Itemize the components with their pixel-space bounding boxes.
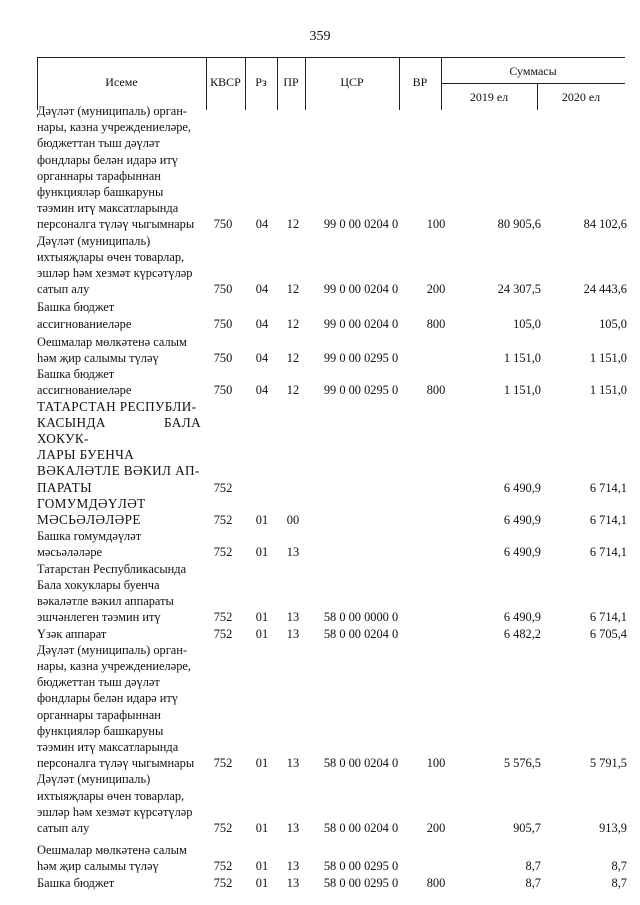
row-name-line: мәсьәләләре xyxy=(37,545,103,560)
row-amount-2019: 6 482,2 xyxy=(503,626,541,641)
row-csr: 99 0 00 0204 0 xyxy=(323,316,399,331)
row-name-line: Башка бюджет xyxy=(37,300,115,315)
row-pr: 00 xyxy=(286,513,300,528)
row-pr: 12 xyxy=(286,383,300,398)
row-rz: 04 xyxy=(255,383,269,398)
row-name-line: ТАТАРСТАН РЕСПУБЛИ- xyxy=(37,398,197,414)
row-kvsr: 750 xyxy=(213,351,233,366)
row-amount-2020: 1 151,0 xyxy=(589,383,627,398)
row-rz: 04 xyxy=(255,282,269,297)
row-name-line: Дәүләт (муниципаль) орган- xyxy=(37,642,188,657)
row-name-line: МӘСЬӘЛӘЛӘРЕ xyxy=(37,512,141,528)
row-pr: 12 xyxy=(286,316,300,331)
row-rz: 04 xyxy=(255,316,269,331)
row-rz: 01 xyxy=(255,513,269,528)
row-name-line: функцияләр башкаруны xyxy=(37,723,164,738)
header-kvsr: КВСР xyxy=(210,75,241,89)
row-amount-2020: 6 714,1 xyxy=(589,545,627,560)
row-kvsr: 750 xyxy=(213,282,233,297)
row-name-line: ассигнованиеләре xyxy=(37,383,132,398)
row-amount-2019: 6 490,9 xyxy=(503,480,541,495)
header-vr: ВР xyxy=(412,75,428,89)
row-amount-2020: 84 102,6 xyxy=(583,217,627,232)
row-csr: 58 0 00 0204 0 xyxy=(323,626,399,641)
row-amount-2020: 1 151,0 xyxy=(589,351,627,366)
row-pr: 13 xyxy=(286,756,300,771)
row-kvsr: 752 xyxy=(213,480,233,495)
row-name xyxy=(37,642,201,772)
row-amount-2019: 105,0 xyxy=(513,316,541,331)
row-amount-2020: 24 443,6 xyxy=(583,282,627,297)
row-rz: 04 xyxy=(255,217,269,232)
table-row xyxy=(37,233,627,298)
row-amount-2019: 6 490,9 xyxy=(503,513,541,528)
row-name-line: Башка бюджет xyxy=(37,875,115,890)
row-pr: 13 xyxy=(286,626,300,641)
row-name-line: органнары тарафыннан xyxy=(37,168,161,183)
row-amount-2020: 5 791,5 xyxy=(589,756,627,771)
table-row xyxy=(37,875,627,891)
row-name-line: фондлары белән идарә итү xyxy=(37,152,178,167)
header-csr: ЦСР xyxy=(340,75,364,89)
row-pr: 13 xyxy=(286,859,300,874)
row-amount-2020: 6 714,1 xyxy=(589,610,627,625)
row-name-line: Оешмалар мөлкәтенә салым xyxy=(37,843,187,858)
table-row xyxy=(37,366,627,398)
row-name-line: ЛАРЫ БУЕНЧА xyxy=(37,447,135,463)
row-name-line: Башка гомумдәүләт xyxy=(37,529,142,544)
row-amount-2020: 8,7 xyxy=(611,859,627,874)
row-rz: 01 xyxy=(255,626,269,641)
row-kvsr: 750 xyxy=(213,316,233,331)
row-name-line: органнары тарафыннан xyxy=(37,707,161,722)
row-rz: 01 xyxy=(255,875,269,890)
row-name-line: тәэмин итү максатларында xyxy=(37,201,179,216)
row-name-line: сатып алу xyxy=(37,820,90,835)
row-csr: 99 0 00 0295 0 xyxy=(323,351,399,366)
row-name-line: Дәүләт (муниципаль) xyxy=(37,233,151,248)
row-amount-2019: 24 307,5 xyxy=(497,282,541,297)
row-amount-2019: 5 576,5 xyxy=(503,756,541,771)
row-kvsr: 752 xyxy=(213,756,233,771)
row-amount-2019: 905,7 xyxy=(513,820,541,835)
row-csr: 99 0 00 0295 0 xyxy=(323,383,399,398)
row-name xyxy=(37,528,201,560)
row-name xyxy=(37,366,201,398)
row-kvsr: 750 xyxy=(213,217,233,232)
header-rz: Рз xyxy=(255,75,267,89)
row-amount-2020: 6 714,1 xyxy=(589,480,627,495)
row-csr: 58 0 00 0000 0 xyxy=(323,610,399,625)
row-amount-2020: 105,0 xyxy=(599,316,627,331)
row-name-line: бюджеттан тыш дәүләт xyxy=(37,675,160,690)
row-amount-2019: 6 490,9 xyxy=(503,545,541,560)
row-name-line: функцияләр башкаруны xyxy=(37,185,164,200)
row-rz: 01 xyxy=(255,820,269,835)
row-name-line: эшчәнлеген тәэмин итү xyxy=(37,610,161,625)
row-amount-2020: 913,9 xyxy=(599,820,627,835)
row-name xyxy=(37,103,201,233)
page-number: 359 xyxy=(309,29,331,44)
row-kvsr: 750 xyxy=(213,383,233,398)
row-amount-2019: 1 151,0 xyxy=(503,351,541,366)
table-row xyxy=(37,334,627,366)
header-year-2019: 2019 ел xyxy=(469,90,509,104)
row-rz: 01 xyxy=(255,756,269,771)
table-row xyxy=(37,103,627,233)
row-rz: 01 xyxy=(255,859,269,874)
row-name-line: Үзәк аппарат xyxy=(37,626,107,641)
row-name-line: һәм җир салымы түләү xyxy=(37,351,159,366)
row-name-line: сатып алу xyxy=(37,282,90,297)
header-pr: ПР xyxy=(283,75,299,89)
row-pr: 13 xyxy=(286,820,300,835)
row-name-line: ихтыяҗлары өчен товарлар, xyxy=(37,788,185,803)
row-kvsr: 752 xyxy=(213,513,233,528)
row-name-line: персоналга түләү чыгымнары xyxy=(37,217,195,232)
row-rz: 01 xyxy=(255,610,269,625)
table-row xyxy=(37,299,627,331)
row-rz: 04 xyxy=(255,351,269,366)
table-row xyxy=(37,399,627,496)
row-pr: 13 xyxy=(286,875,300,890)
row-pr: 12 xyxy=(286,282,300,297)
row-name-line: Оешмалар мөлкәтенә салым xyxy=(37,334,187,349)
row-name xyxy=(37,496,201,528)
row-name xyxy=(37,334,201,366)
row-name xyxy=(37,771,201,836)
row-name xyxy=(37,626,201,642)
row-amount-2019: 6 490,9 xyxy=(503,610,541,625)
row-name-line: Дәүләт (муниципаль) xyxy=(37,772,151,787)
row-name-line: вәкаләтле вәкил аппараты xyxy=(37,594,174,609)
header-amount-rule xyxy=(441,83,625,84)
row-name xyxy=(37,561,201,626)
table-row xyxy=(37,842,627,874)
row-name xyxy=(37,875,201,891)
table-row xyxy=(37,642,627,772)
row-amount-2020: 8,7 xyxy=(611,875,627,890)
row-name-line: Дәүләт (муниципаль) орган- xyxy=(37,104,188,118)
row-csr: 99 0 00 0204 0 xyxy=(323,282,399,297)
row-rz: 01 xyxy=(255,545,269,560)
row-name xyxy=(37,299,201,331)
row-kvsr: 752 xyxy=(213,875,233,890)
row-name-line: нары, казна учреждениеләре, xyxy=(37,120,192,135)
header-year-2020: 2020 ел xyxy=(561,90,601,104)
row-vr: 800 xyxy=(426,383,446,398)
row-csr: 58 0 00 0295 0 xyxy=(323,859,399,874)
row-amount-2019: 8,7 xyxy=(525,875,541,890)
table-body xyxy=(37,103,627,891)
row-csr: 58 0 00 0204 0 xyxy=(323,820,399,835)
row-name-line: бюджеттан тыш дәүләт xyxy=(37,136,160,151)
row-name xyxy=(37,399,201,496)
table-row xyxy=(37,496,627,528)
table-row xyxy=(37,771,627,836)
row-name-line: эшләр һәм хезмәт күрсәтүләр xyxy=(37,804,193,819)
header-name: Исеме xyxy=(105,75,138,89)
row-amount-2020: 6 705,4 xyxy=(589,626,627,641)
row-name-line: эшләр һәм хезмәт күрсәтүләр xyxy=(37,266,193,281)
row-kvsr: 752 xyxy=(213,626,233,641)
row-kvsr: 752 xyxy=(213,820,233,835)
row-name-line: Бала хокуклары буенча xyxy=(37,577,160,592)
row-kvsr: 752 xyxy=(213,859,233,874)
row-vr: 200 xyxy=(426,820,446,835)
row-name-line: ассигнованиеләре xyxy=(37,316,132,331)
row-name-line: нары, казна учреждениеләре, xyxy=(37,658,192,673)
row-csr: 99 0 00 0204 0 xyxy=(323,217,399,232)
row-amount-2019: 8,7 xyxy=(525,859,541,874)
row-vr: 100 xyxy=(426,756,446,771)
row-amount-2019: 1 151,0 xyxy=(503,383,541,398)
row-amount-2020: 6 714,1 xyxy=(589,513,627,528)
row-name-line: Башка бюджет xyxy=(37,367,115,382)
row-name-line: фондлары белән идарә итү xyxy=(37,691,178,706)
row-pr: 13 xyxy=(286,545,300,560)
row-csr: 58 0 00 0204 0 xyxy=(323,756,399,771)
row-name-line: персоналга түләү чыгымнары xyxy=(37,756,195,771)
row-amount-2019: 80 905,6 xyxy=(497,217,541,232)
row-name xyxy=(37,233,201,298)
header-amount: Суммасы xyxy=(509,64,557,78)
row-vr: 800 xyxy=(426,316,446,331)
row-name-line: ВӘКАЛӘТЛЕ ВӘКИЛ АП- xyxy=(37,463,200,479)
table-row xyxy=(37,626,627,642)
row-csr: 58 0 00 0295 0 xyxy=(323,875,399,890)
row-vr: 800 xyxy=(426,875,446,890)
table-row xyxy=(37,561,627,626)
row-name-line: КАСЫНДА БАЛА ХОКУК- xyxy=(37,414,201,447)
row-vr: 100 xyxy=(426,217,446,232)
row-pr: 13 xyxy=(286,610,300,625)
header-top-rule xyxy=(37,57,625,58)
row-name-line: тәэмин итү максатларында xyxy=(37,739,179,754)
row-name-line: ГОМУМДӘҮЛӘТ xyxy=(37,495,146,511)
row-kvsr: 752 xyxy=(213,610,233,625)
row-name xyxy=(37,842,201,874)
row-name-line: ихтыяҗлары өчен товарлар, xyxy=(37,249,185,264)
row-pr: 12 xyxy=(286,217,300,232)
row-name-line: Татарстан Республикасында xyxy=(37,561,187,576)
row-pr: 12 xyxy=(286,351,300,366)
row-kvsr: 752 xyxy=(213,545,233,560)
row-name-line: ПАРАТЫ xyxy=(37,479,93,495)
row-name-line: һәм җир салымы түләү xyxy=(37,859,159,874)
table-row xyxy=(37,528,627,560)
row-vr: 200 xyxy=(426,282,446,297)
